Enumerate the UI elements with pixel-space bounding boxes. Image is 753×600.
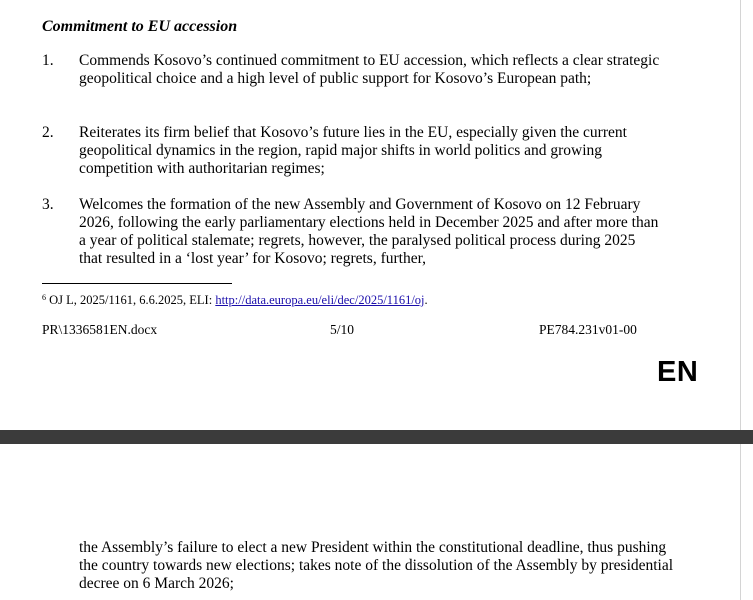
continuation-text: the Assembly’s failure to elect a new President within the constitutional deadline, thus pushing the country towards new elections; takes note of the dissolution of the Assembly by presidential decree on 6 March 2026;: [79, 539, 674, 592]
paragraph-text: Commends Kosovo’s continued commitment to EU accession, which reflects a clear strategic geopolitical choice and a high level of public support for Kosovo’s European path;: [79, 52, 660, 87]
paragraph-number: 3.: [42, 196, 54, 213]
footnote: [42, 290, 428, 308]
paragraph-number: 1.: [42, 52, 54, 69]
footnote-separator: [42, 283, 232, 284]
footer-pe-ref: PE784.231v01-00: [539, 322, 637, 337]
document-page-6: [0, 444, 741, 600]
paragraph-2: [42, 124, 662, 178]
page-separator: [0, 430, 753, 444]
paragraph-text: Welcomes the formation of the new Assembly and Government of Kosovo on 12 February 2026, following the early parliamentary elections held in December 2025 and after more than a year of political stalemate; regrets, however, the paralysed political process during 2025 that resulted in a ‘lost year’ for Kosovo; regrets, further,: [79, 196, 659, 267]
footnote-link[interactable]: http://data.europa.eu/eli/dec/2025/1161/oj: [215, 293, 425, 307]
paragraph-text: Reiterates its firm belief that Kosovo’s future lies in the EU, especially given the current geopolitical dynamics in the region, rapid major shifts in world politics and growing competition with authoritarian regimes;: [79, 124, 627, 177]
paragraph-3: [42, 196, 662, 268]
footer-doc-ref: PR\1336581EN.docx: [42, 322, 158, 337]
footnote-text: OJ L, 2025/1161, 6.6.2025, ELI:: [46, 293, 216, 307]
paragraph-1: [42, 52, 662, 88]
footnote-trailing: .: [424, 293, 428, 307]
paragraph-number: 2.: [42, 124, 54, 141]
language-code: EN: [657, 356, 699, 388]
footnote-marker: 6: [42, 293, 46, 302]
section-heading: Commitment to EU accession: [42, 18, 238, 35]
footer-page-number: 5/10: [330, 322, 355, 337]
